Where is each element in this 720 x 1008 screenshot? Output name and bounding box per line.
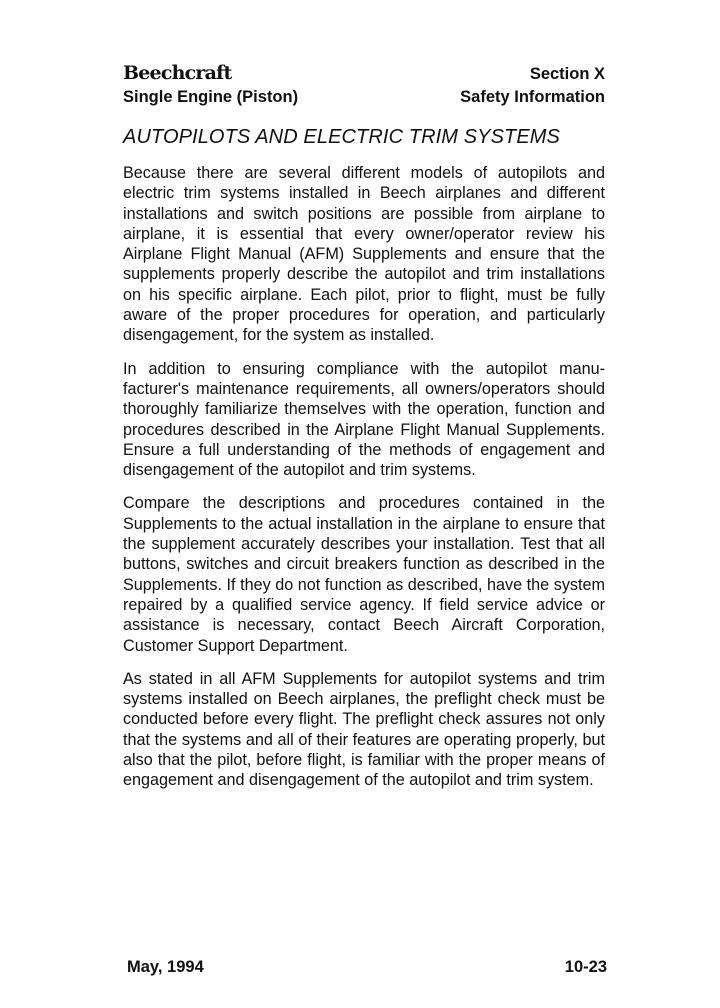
footer-date: May, 1994 <box>127 958 204 976</box>
brand-logo: Beechcraft <box>123 62 232 84</box>
paragraph: In addition to ensuring compliance with the autopilot manufacturer's maintenance requirements, all owners/operators should thoroughly familiarize themselves with the operation, function and procedures described in the Airplane Flight Manual Supplements. Ensure a full understanding of the methods of engagement and disengagement of the autopilot and trim systems. <box>123 359 605 480</box>
paragraph: Compare the descriptions and procedures contained in the Supplements to the actual installation in the airplane to ensure that the supplement accurately describes your installation. Test that all buttons, switches and circuit breakers function as described in the Supplements. If they do not function as described, have the system repaired by a qualified service agency. If field service advice or assistance is necessary, contact Beech Aircraft Corporation, Customer Support Department. <box>123 494 605 655</box>
paragraph: Because there are several different models of autopilots and electric trim systems installed in Beech airplanes and different installations and switch positions are possible from airplane to airplane, it is essential that every owner/operator review his Airplane Flight Manual (AFM) Supplements and ensure that the supplements properly describe the autopilot and trim installations on his specific airplane. Each pilot, prior to flight, must be fully aware of the proper procedures for operation, and particularly disengagement, for the system as installed. <box>123 164 605 345</box>
page-heading: AUTOPILOTS AND ELECTRIC TRIM SYSTEMS <box>123 126 560 148</box>
section-title: Safety Information <box>460 88 605 106</box>
paragraph: As stated in all AFM Supplements for autopilot systems and trim systems installed on Beech airplanes, the preflight check must be conducted before every flight. The preflight check assures not only that the systems and all of their features are operating properly, but also that the pilot, before flight, is familiar with the proper means of engagement and disengagement of the autopilot and trim system. <box>123 669 605 790</box>
body-text <box>123 163 605 791</box>
section-label: Section X <box>529 65 605 83</box>
footer-page-number: 10-23 <box>564 958 607 976</box>
document-page <box>123 58 605 980</box>
page-header <box>123 58 605 110</box>
model-subtitle: Single Engine (Piston) <box>123 88 299 106</box>
